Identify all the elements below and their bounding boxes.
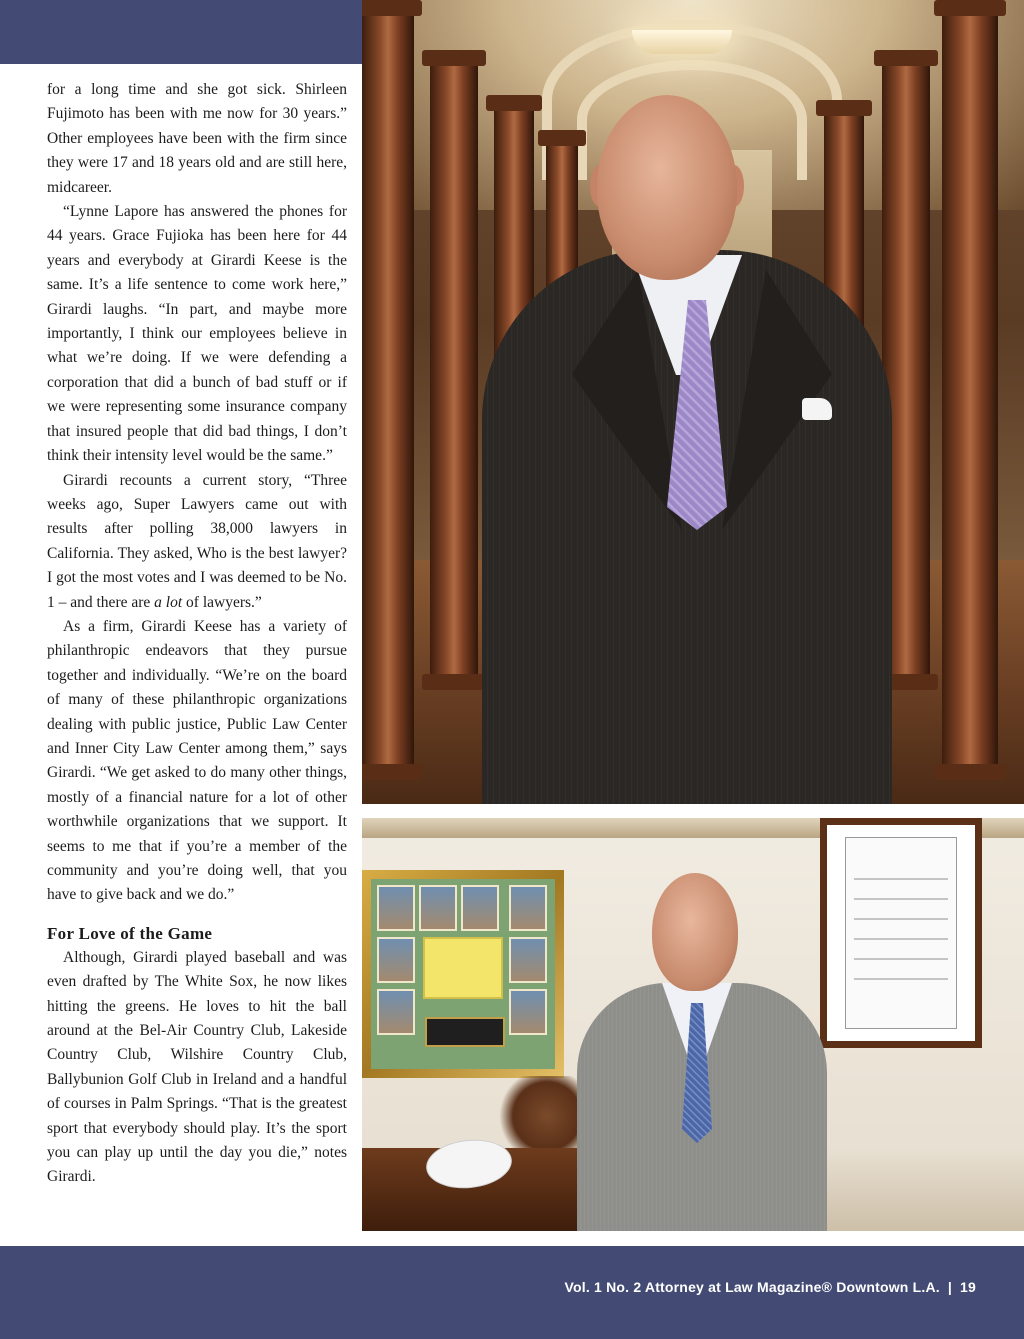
article-paragraph: Although, Girardi played baseball and was even drafted by The White Sox, he now likes hitting the greens. He loves to hit the ball around at the Bel-Air Country Club, Lakeside Country Club, Wilshire Country Club, Ballybunion Golf Club in Ireland and a handful of courses in Palm Springs. “That is the greatest sport that everybody should play. It’s the sport you can play up until the day you die,” notes Girardi. [47, 948, 347, 1186]
portrait-photo-office [362, 818, 1024, 1231]
framed-golf-memorabilia [362, 870, 564, 1078]
page-number: 19 [960, 1279, 976, 1295]
face [652, 873, 738, 991]
portrait-photo-hallway [362, 0, 1024, 804]
ceiling-lamp [632, 30, 732, 54]
article-paragraph: “Lynne Lapore has answered the phones for 44 years. Grace Fujioka has been here for 44 years and everybody at Girardi Keese is the same. It’s a life sentence to come work here,” Girardi laughs. “In part, and maybe more importantly, I think our employees believe in what we’re doing. If we were defending a corporation that did a bunch of bad stuff or if we were representing some insurance company that insured people that did bad things, I don’t think their intensity level would be the same.” [47, 203, 347, 465]
article-paragraph: Girardi recounts a current story, “Three weeks ago, Super Lawyers came out with results after polling 38,000 lawyers in California. They asked, Who is the best lawyer? I got the most votes and I was deemed to be No. 1 – and there are a lot of lawyers.” [47, 471, 347, 611]
emphasis-text: a lot [154, 593, 183, 611]
signed-flag [423, 937, 503, 999]
header-band [0, 0, 362, 64]
pillar [942, 0, 998, 780]
section-subhead: For Love of the Game [47, 923, 213, 943]
article-paragraph: As a firm, Girardi Keese has a variety of philanthropic endeavors that they pursue together and individually. “We’re on the board of many of these philanthropic organizations dealing with public justice, Public Law Center and Inner City Law Center among them,” says Girardi. “We get asked to do many other things, mostly of a financial nature for a lot of other worthwhile organizations that we support. It seems to me that if you’re a member of the community and you’re doing well, that you have to give back and we do.” [47, 617, 347, 904]
issue-label: Vol. 1 No. 2 Attorney at Law Magazine® Downtown L.A. [564, 1279, 940, 1295]
pillar [430, 50, 478, 690]
footer-caption [564, 1279, 976, 1295]
pillar [362, 0, 414, 780]
framed-certificate [820, 818, 982, 1048]
footer-separator: | [947, 1279, 953, 1295]
face [597, 95, 737, 280]
pocket-square [802, 398, 832, 420]
article-column [47, 78, 347, 1190]
footer-band [0, 1246, 1024, 1339]
article-paragraph: for a long time and she got sick. Shirleen Fujimoto has been with me now for 30 years.” Other employees have been with the firm since they were 17 and 18 years old and are still here, midcareer. [47, 81, 347, 196]
plaque [425, 1017, 505, 1047]
